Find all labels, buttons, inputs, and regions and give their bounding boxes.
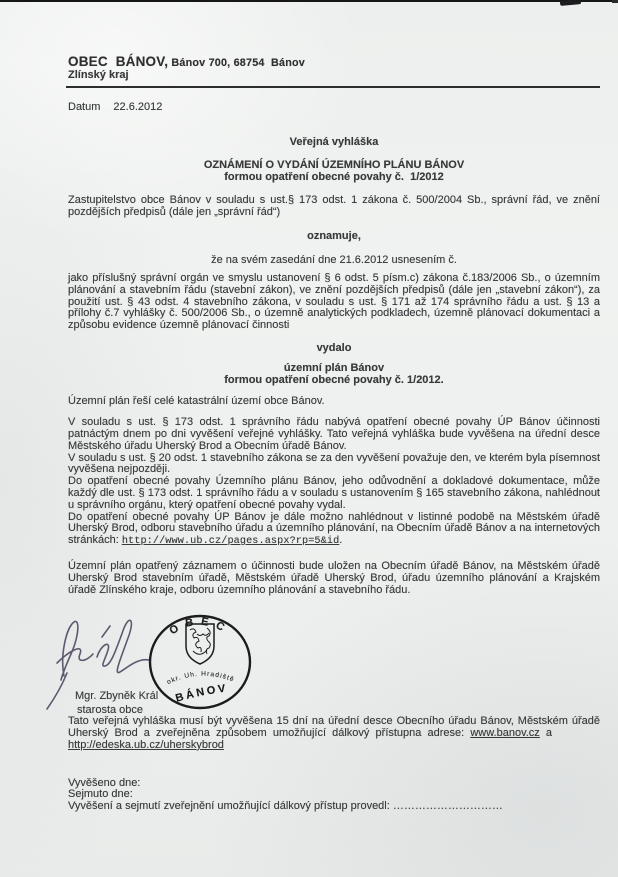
para-inspection-online <box>68 512 600 548</box>
seal-coat-of-arms <box>186 624 214 664</box>
link-edeska[interactable]: http://edeska.ub.cz/uherskybrod <box>68 738 224 751</box>
posting-provider-line <box>68 801 600 813</box>
seal-district-text: okr. Uh. Hradiště <box>165 670 236 687</box>
posting-requirement-text: Tato veřejná vyhláška musí být vyvěšena 15 dní na úřední desce Obecního úřadu Bánov, Městském úřadě Uherský Brod a zveřejněna způsobem umožňující dálkový přístupna adrese: <box>68 715 604 740</box>
para-inspection: Do opatření obecné povahy Územního plánu Bánov, jeho odůvodnění a dokladové dokumentace, může každý dle ust. § 173 odst. 1 správního řádu a v souladu s ustanovením § 165 stavebního zákona, nahlédnout u správního orgánu, který opatření obecné povahy vydal. <box>68 475 600 511</box>
para-scope: Územní plán řeší celé katastrální území obce Bánov. <box>68 395 325 408</box>
date-label: Datum <box>68 100 101 113</box>
scan-artifact-corner <box>612 0 618 3</box>
para-inspection-online-text: Do opatření obecné povahy ÚP Bánov je dále možno nahlédnout v listinné podobě na Městském úřadě Uherský Brod, odboru stavebního úřadu a územního plánování, na Obecním úřadě Bánov a na internetových stránkách: <box>68 510 600 547</box>
posting-requirement-tail: a <box>539 727 553 740</box>
posting-record <box>68 778 600 813</box>
para-storage: Územní plán opatřený záznamem o účinnosti bude uložen na Obecním úřadě Bánov, na Městském úřadě Uherský Brod stavebním úřadě, Městském úřadě Uherský Brod, úřadu územního plánování a Krajském úřadě Zlínského kraje, odboru územního plánování a stavebního řádu. <box>68 559 600 596</box>
municipal-seal <box>144 606 260 718</box>
issued-heading: vydalo <box>316 341 352 354</box>
removed-date-line: Sejmuto dne: <box>68 788 133 801</box>
region: Zlínský kraj <box>68 68 129 81</box>
session-line: že na svém zasedání dne 21.6.2012 usnesením č. <box>211 254 457 267</box>
date-value: 22.6.2012 <box>113 100 163 113</box>
announce-heading: oznamuje, <box>307 230 361 243</box>
org-name: OBEC BÁNOV, <box>68 54 169 69</box>
dotted-line: ………………………… <box>392 800 503 813</box>
para-legal-basis: jako příslušný správní orgán ve smyslu ustanovení § 6 odst. 5 písm.c) zákona č.183/2006 Sb., o územním plánování a stavebním řádu (stavební zákon), ve znění pozdějších předpisů (dále jen „stavební zákon“), za použití ust. § 43 odst. 4 stavebního zákona, v souladu s ust. § 171 až 174 správního řádu a ust. § 13 a přílohy č.7 vyhlášky č. 500/2006 Sb., o územně analytických podkladech, územně plánovací dokumentaci a způsobu evidence územně plánovací činnosti <box>68 271 600 332</box>
scan-artifact-top-line <box>0 0 618 2</box>
notice-title: Veřejná vyhláška <box>289 136 379 149</box>
signatory-name: Mgr. Zbyněk Král <box>75 690 159 702</box>
para-intro: Zastupitelstvo obce Bánov v souladu s ust.§ 173 odst. 1 zákona č. 500/2004 Sb., správní řád, ve znění pozdějších předpisů (dále jen „správní řád“) <box>68 193 600 218</box>
para-posting-day: V souladu s ust. § 20 odst. 1 stavebního zákona se za den vyvěšení považuje den, ve kterém byla písemnost vyvěšena nejpozději. <box>68 451 600 476</box>
notice-subject-line2: formou opatření obecné povahy č. 1/2012 <box>224 170 444 183</box>
posting-provider-label: Vyvěšení a sejmutí zveřejnění umožňující dálkový přístup provedl: <box>68 800 390 813</box>
seal-municipality-text: BÁNOV <box>174 682 229 705</box>
plan-title-line1: územní plán Bánov <box>283 361 385 374</box>
edeska-line <box>68 740 600 752</box>
letterhead <box>68 56 600 70</box>
link-ub-url[interactable]: http://www.ub.cz/pages.aspx?rp=5&id <box>121 536 340 548</box>
plan-title-line2: formou opatření obecné povahy č. 1/2012. <box>224 373 444 386</box>
url-suffix: . <box>339 534 343 547</box>
link-banov[interactable]: www.banov.cz <box>470 727 540 740</box>
notice-subject-line1: OZNÁMENÍ O VYDÁNÍ ÚZEMNÍHO PLÁNU BÁNOV <box>203 159 465 172</box>
seal-text-top: OBEC <box>167 615 233 638</box>
paragraph-block <box>68 417 600 548</box>
para-effectiveness: V souladu s ust. § 173 odst. 1 správního řádu nabývá opatření obecné povahy ÚP Bánov účinnosti patnáctým dnem po dni vyvěšení veřejné vyhlášky. Tato veřejná vyhláška bude vyvěšena na úřední desce Městského úřadu Uherský Brod a Obecním úřadě Bánov. <box>68 416 600 452</box>
para-posting-requirement <box>68 715 604 740</box>
header-rule <box>66 86 600 88</box>
org-address: Bánov 700, 68754 Bánov <box>168 57 306 69</box>
scan-artifact-smudge <box>560 0 581 5</box>
date-line <box>68 102 600 114</box>
signatory-role: starosta obce <box>77 704 144 716</box>
posted-date-line: Vyvěšeno dne: <box>68 776 141 789</box>
